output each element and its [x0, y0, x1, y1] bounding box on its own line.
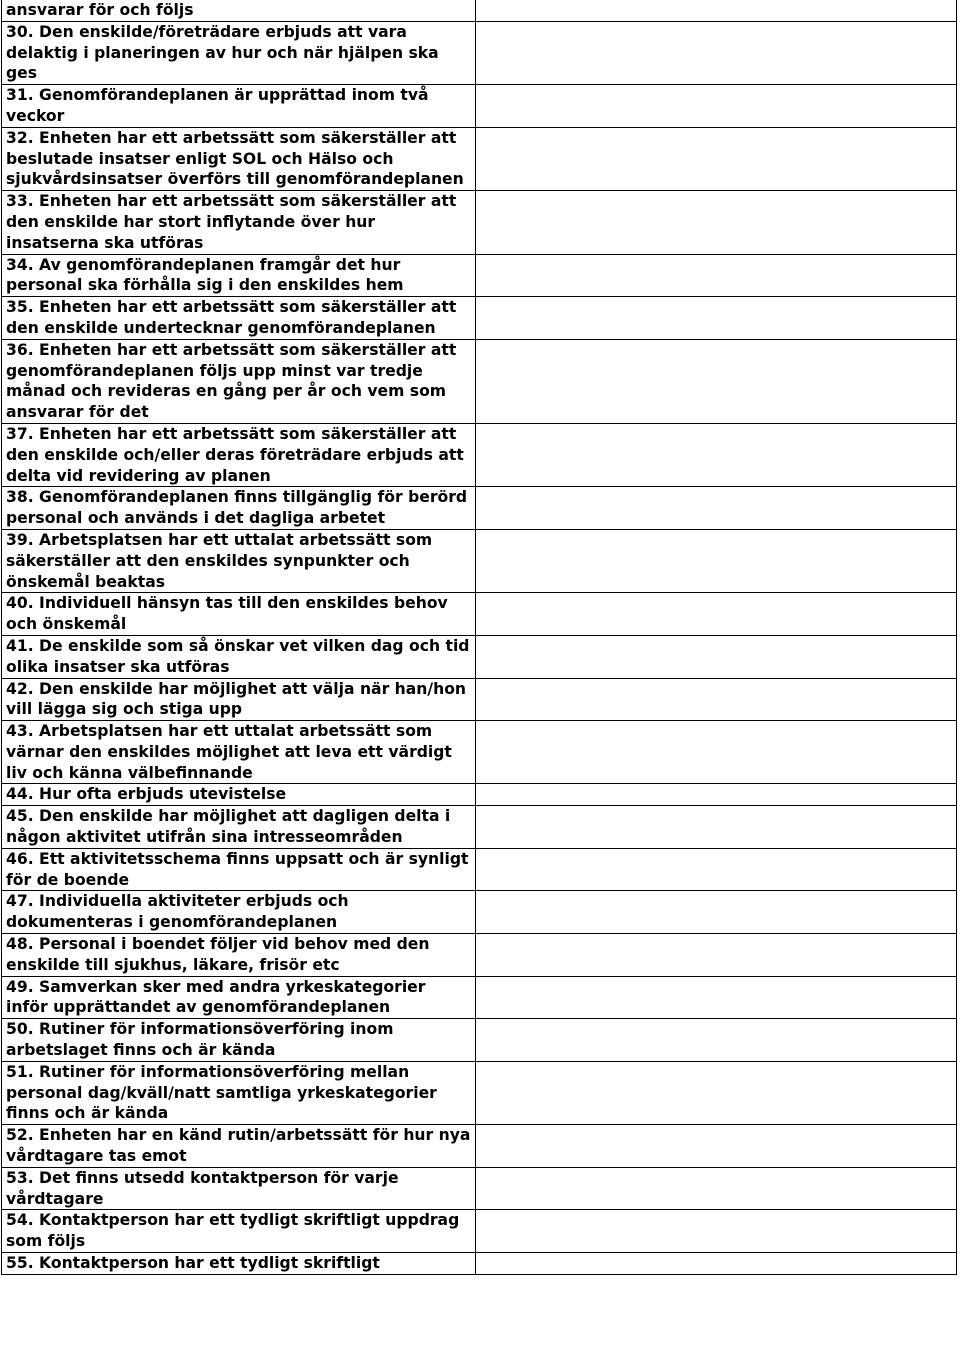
criterion-cell: 44. Hur ofta erbjuds utevistelse [2, 784, 476, 806]
table-row [2, 976, 957, 1019]
table-row [2, 191, 957, 254]
criterion-cell: 49. Samverkan sker med andra yrkeskategorier inför upprättandet av genomförandeplanen [2, 976, 476, 1019]
criterion-cell: 40. Individuell hänsyn tas till den enskildes behov och önskemål [2, 593, 476, 636]
criterion-cell: 36. Enheten har ett arbetssätt som säkerställer att genomförandeplanen följs upp minst var tredje månad och revideras en gång per år och vem som ansvarar för det [2, 339, 476, 423]
answer-cell[interactable] [476, 784, 957, 806]
answer-cell[interactable] [476, 487, 957, 530]
table-row [2, 678, 957, 721]
table-row [2, 339, 957, 423]
criterion-cell: 37. Enheten har ett arbetssätt som säkerställer att den enskilde och/eller deras företrädare erbjuds att delta vid revidering av planen [2, 423, 476, 486]
criterion-cell: 35. Enheten har ett arbetssätt som säkerställer att den enskilde undertecknar genomförandeplanen [2, 297, 476, 340]
criterion-cell: 48. Personal i boendet följer vid behov med den enskilde till sjukhus, läkare, frisör etc [2, 934, 476, 977]
answer-cell[interactable] [476, 1167, 957, 1210]
answer-cell[interactable] [476, 848, 957, 891]
criterion-cell: 54. Kontaktperson har ett tydligt skriftligt uppdrag som följs [2, 1210, 476, 1253]
answer-cell[interactable] [476, 1125, 957, 1168]
answer-cell[interactable] [476, 254, 957, 297]
table-row [2, 1061, 957, 1124]
answer-cell[interactable] [476, 297, 957, 340]
criterion-cell: 31. Genomförandeplanen är upprättad inom två veckor [2, 85, 476, 128]
answer-cell[interactable] [476, 339, 957, 423]
answer-cell[interactable] [476, 1019, 957, 1062]
table-row [2, 21, 957, 84]
answer-cell[interactable] [476, 1253, 957, 1275]
criterion-cell: 38. Genomförandeplanen finns tillgänglig för berörd personal och används i det dagliga arbetet [2, 487, 476, 530]
criterion-cell: 43. Arbetsplatsen har ett uttalat arbetssätt som värnar den enskildes möjlighet att leva ett värdigt liv och känna välbefinnande [2, 721, 476, 784]
criterion-cell: 46. Ett aktivitetsschema finns uppsatt och är synligt för de boende [2, 848, 476, 891]
criterion-cell: 32. Enheten har ett arbetssätt som säkerställer att beslutade insatser enligt SOL och Hälso och sjukvårdsinsatser överförs till genomförandeplanen [2, 127, 476, 190]
criterion-cell: 50. Rutiner för informationsöverföring inom arbetslaget finns och är kända [2, 1019, 476, 1062]
table-row [2, 127, 957, 190]
answer-cell[interactable] [476, 1210, 957, 1253]
criterion-cell: 52. Enheten har en känd rutin/arbetssätt för hur nya vårdtagare tas emot [2, 1125, 476, 1168]
criterion-cell: 47. Individuella aktiviteter erbjuds och dokumenteras i genomförandeplanen [2, 891, 476, 934]
table-row [2, 934, 957, 977]
table-row [2, 423, 957, 486]
answer-cell[interactable] [476, 21, 957, 84]
answer-cell[interactable] [476, 976, 957, 1019]
criterion-cell: 42. Den enskilde har möjlighet att välja när han/hon vill lägga sig och stiga upp [2, 678, 476, 721]
answer-cell[interactable] [476, 191, 957, 254]
table-row [2, 1210, 957, 1253]
table-row [2, 0, 957, 21]
table-row [2, 254, 957, 297]
table-row [2, 635, 957, 678]
table-row [2, 1167, 957, 1210]
answer-cell[interactable] [476, 1061, 957, 1124]
answer-cell[interactable] [476, 678, 957, 721]
criterion-cell: 33. Enheten har ett arbetssätt som säkerställer att den enskilde har stort inflytande över hur insatserna ska utföras [2, 191, 476, 254]
criterion-cell: 39. Arbetsplatsen har ett uttalat arbetssätt som säkerställer att den enskildes synpunkter och önskemål beaktas [2, 529, 476, 592]
criterion-cell: 41. De enskilde som så önskar vet vilken dag och tid olika insatser ska utföras [2, 635, 476, 678]
checklist-table [1, 0, 957, 1275]
answer-cell[interactable] [476, 721, 957, 784]
answer-cell[interactable] [476, 593, 957, 636]
criterion-cell: ansvarar för och följs [2, 0, 476, 21]
table-row [2, 721, 957, 784]
table-row [2, 806, 957, 849]
criterion-cell: 34. Av genomförandeplanen framgår det hur personal ska förhålla sig i den enskildes hem [2, 254, 476, 297]
answer-cell[interactable] [476, 635, 957, 678]
table-row [2, 784, 957, 806]
table-row [2, 529, 957, 592]
table-row [2, 487, 957, 530]
table-row [2, 891, 957, 934]
criterion-cell: 30. Den enskilde/företrädare erbjuds att vara delaktig i planeringen av hur och när hjälpen ska ges [2, 21, 476, 84]
criterion-cell: 53. Det finns utsedd kontaktperson för varje vårdtagare [2, 1167, 476, 1210]
table-row [2, 593, 957, 636]
table-row [2, 848, 957, 891]
table-row [2, 1125, 957, 1168]
answer-cell[interactable] [476, 806, 957, 849]
table-row [2, 297, 957, 340]
answer-cell[interactable] [476, 423, 957, 486]
answer-cell[interactable] [476, 934, 957, 977]
criterion-cell: 51. Rutiner för informationsöverföring mellan personal dag/kväll/natt samtliga yrkeskategorier finns och är kända [2, 1061, 476, 1124]
answer-cell[interactable] [476, 0, 957, 21]
criterion-cell: 55. Kontaktperson har ett tydligt skriftligt [2, 1253, 476, 1275]
answer-cell[interactable] [476, 529, 957, 592]
answer-cell[interactable] [476, 85, 957, 128]
answer-cell[interactable] [476, 891, 957, 934]
table-row [2, 85, 957, 128]
table-row [2, 1019, 957, 1062]
criterion-cell: 45. Den enskilde har möjlighet att dagligen delta i någon aktivitet utifrån sina intresseområden [2, 806, 476, 849]
table-row [2, 1253, 957, 1275]
answer-cell[interactable] [476, 127, 957, 190]
